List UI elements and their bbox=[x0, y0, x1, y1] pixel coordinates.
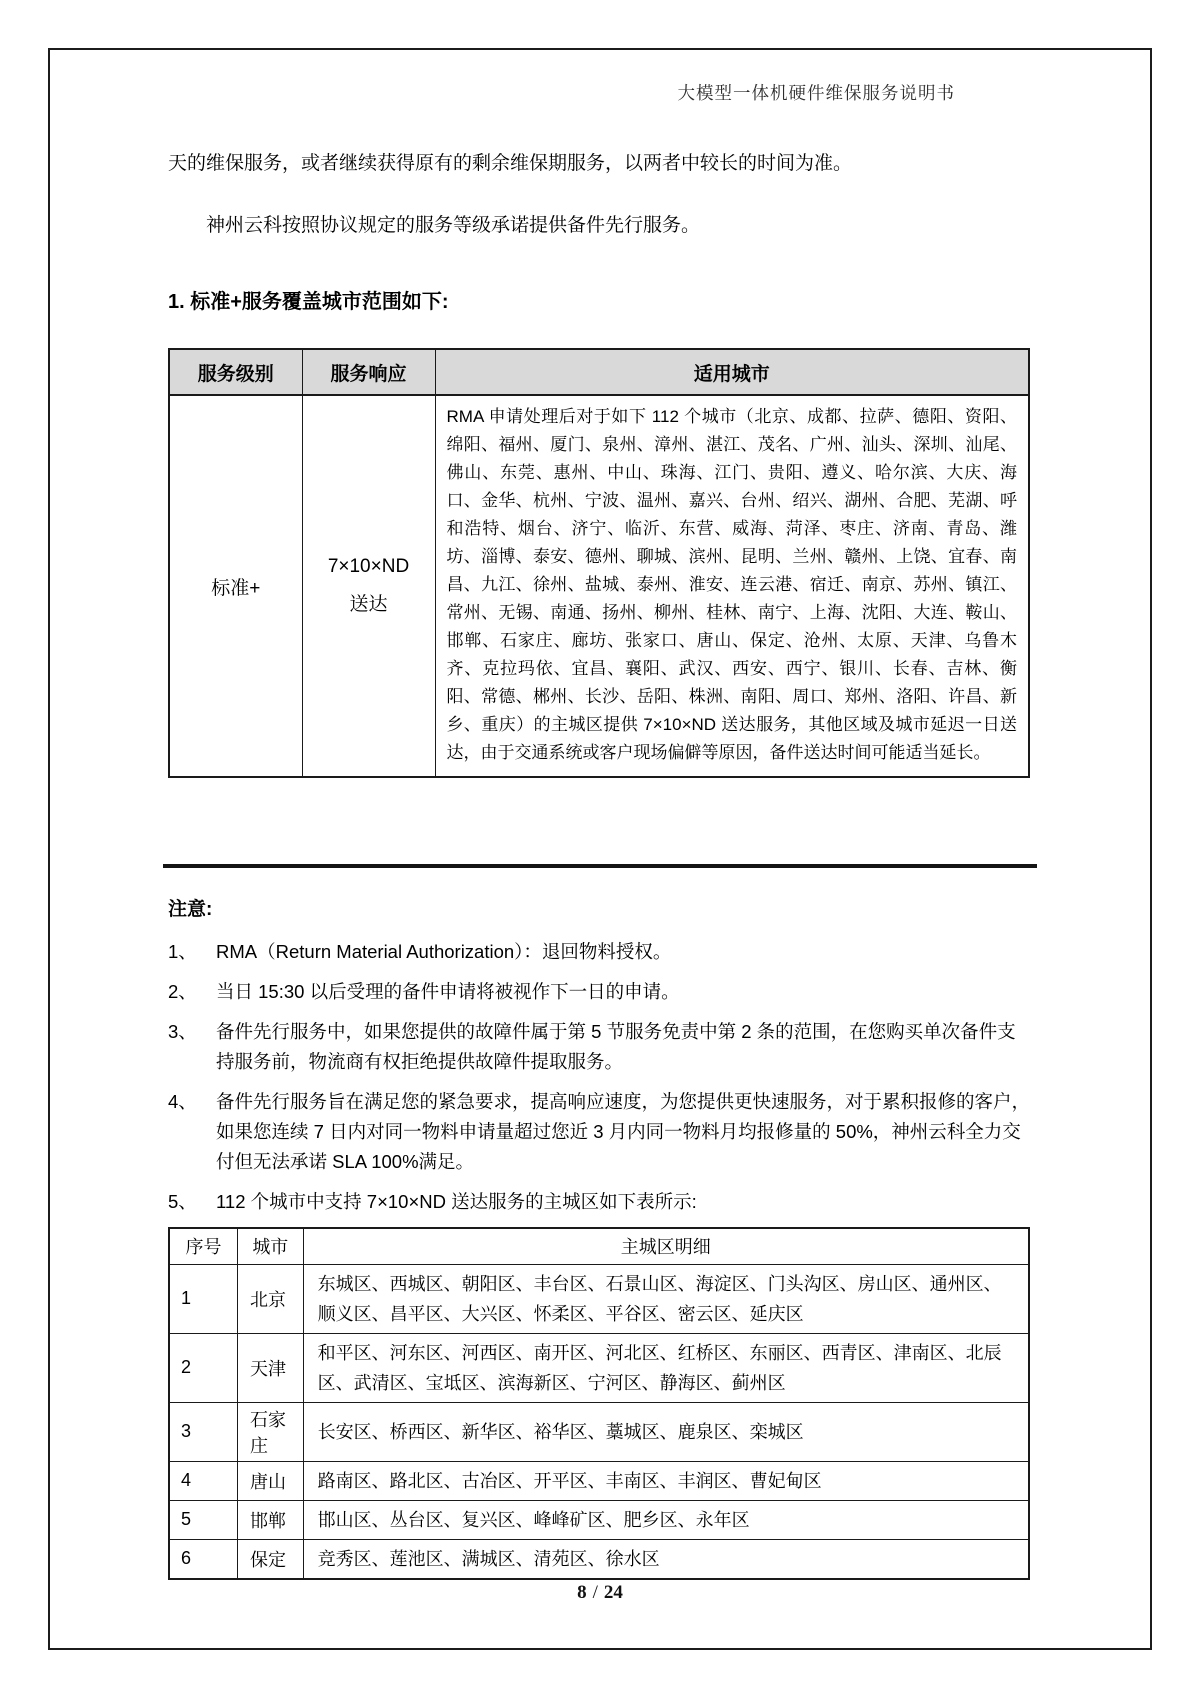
notice-label: 注意: bbox=[168, 899, 213, 920]
city-cell: 天津 bbox=[238, 1333, 304, 1402]
service-response-cell bbox=[302, 395, 435, 777]
city-cell: 邯郸 bbox=[238, 1500, 304, 1539]
district-row-tianjin bbox=[169, 1333, 1029, 1402]
note-text: RMA（Return Material Authorization）：退回物料授权。 bbox=[216, 941, 672, 962]
service-coverage-table bbox=[168, 348, 1030, 778]
total-page-count: 24 bbox=[603, 1582, 623, 1603]
city-cell: 石家庄 bbox=[238, 1402, 304, 1461]
service-level-cell: 标准+ bbox=[169, 395, 302, 777]
service-level-header: 服务级别 bbox=[169, 349, 302, 395]
city-cell: 唐山 bbox=[238, 1461, 304, 1500]
district-row-beijing bbox=[169, 1264, 1029, 1333]
section-heading: 1. 标准+服务覆盖城市范围如下: bbox=[168, 291, 449, 313]
page-border-frame bbox=[48, 48, 1152, 1650]
note-item-2 bbox=[168, 977, 1030, 1007]
district-row-shijiazhuang bbox=[169, 1402, 1029, 1461]
note-item-1 bbox=[168, 937, 1030, 967]
service-response-line1: 7×10×ND bbox=[327, 556, 410, 577]
note-number: 5、 bbox=[168, 1191, 197, 1212]
district-row-handan bbox=[169, 1500, 1029, 1539]
note-number: 1、 bbox=[168, 941, 197, 962]
service-response-header: 服务响应 bbox=[302, 349, 435, 395]
doc-header-title: 大模型一体机硬件维保服务说明书 bbox=[677, 83, 955, 103]
notes-list bbox=[168, 937, 1030, 1217]
note-text: 当日 15:30 以后受理的备件申请将被视作下一日的申请。 bbox=[216, 981, 680, 1002]
district-row-tangshan bbox=[169, 1461, 1029, 1500]
district-row-baoding bbox=[169, 1539, 1029, 1579]
districts-cell: 竞秀区、莲池区、满城区、清苑区、徐水区 bbox=[303, 1539, 1029, 1579]
row-index-cell: 4 bbox=[169, 1461, 238, 1500]
note-text: 备件先行服务旨在满足您的紧急要求，提高响应速度，为您提供更快速服务，对于累积报修的客户，如果您连续 7 日内对同一物料申请量超过您近 3 月内同一物料月均报修量的 50%，神州云科全力交付但无法承诺 SLA 100%满足。 bbox=[216, 1091, 1031, 1172]
body-paragraph-1: 天的维保服务，或者继续获得原有的剩余维保期服务，以两者中较长的时间为准。 bbox=[168, 153, 853, 174]
section-divider-rule bbox=[163, 864, 1037, 868]
page-separator: / bbox=[592, 1582, 598, 1603]
applicable-cities-cell: RMA 申请处理后对于如下 112 个城市（北京、成都、拉萨、德阳、资阳、绵阳、福州、厦门、泉州、漳州、湛江、茂名、广州、汕头、深圳、汕尾、佛山、东莞、惠州、中山、珠海、江门、贵阳、遵义、哈尔滨、大庆、海口、金华、杭州、宁波、温州、嘉兴、台州、绍兴、湖州、合肥、芜湖、呼和浩特、烟台、济宁、临沂、东营、威海、菏泽、枣庄、济南、青岛、潍坊、淄博、泰安、德州、聊城、滨州、昆明、兰州、赣州、上饶、宜春、南昌、九江、徐州、盐城、泰州、淮安、连云港、宿迁、南京、苏州、镇江、常州、无锡、南通、扬州、柳州、桂林、南宁、上海、沈阳、大连、鞍山、邯郸、石家庄、廊坊、张家口、唐山、保定、沧州、太原、天津、乌鲁木齐、克拉玛依、宜昌、襄阳、武汉、西安、西宁、银川、长春、吉林、衡阳、常德、郴州、长沙、岳阳、株洲、南阳、周口、郑州、洛阳、许昌、新乡、重庆）的主城区提供 7×10×ND 送达服务，其他区域及城市延迟一日送达，由于交通系统或客户现场偏僻等原因，备件送达时间可能适当延长。 bbox=[435, 395, 1029, 777]
city-cell: 保定 bbox=[238, 1539, 304, 1579]
districts-cell: 长安区、桥西区、新华区、裕华区、藁城区、鹿泉区、栾城区 bbox=[303, 1402, 1029, 1461]
districts-cell: 邯山区、丛台区、复兴区、峰峰矿区、肥乡区、永年区 bbox=[303, 1500, 1029, 1539]
note-text: 112 个城市中支持 7×10×ND 送达服务的主城区如下表所示: bbox=[216, 1191, 697, 1212]
service-response-line2: 送达 bbox=[349, 594, 388, 615]
district-detail-header: 主城区明细 bbox=[303, 1228, 1029, 1264]
districts-cell: 路南区、路北区、古冶区、开平区、丰南区、丰润区、曹妃甸区 bbox=[303, 1461, 1029, 1500]
body-paragraph-2: 神州云科按照协议规定的服务等级承诺提供备件先行服务。 bbox=[206, 215, 701, 236]
note-item-3 bbox=[168, 1017, 1030, 1077]
district-table-header-row bbox=[169, 1228, 1029, 1264]
page-footer bbox=[0, 1582, 1200, 1604]
row-index-cell: 3 bbox=[169, 1402, 238, 1461]
note-item-4 bbox=[168, 1087, 1030, 1177]
row-index-cell: 5 bbox=[169, 1500, 238, 1539]
district-no-header: 序号 bbox=[169, 1228, 238, 1264]
note-number: 3、 bbox=[168, 1021, 197, 1042]
row-index-cell: 1 bbox=[169, 1264, 238, 1333]
note-number: 4、 bbox=[168, 1091, 197, 1112]
city-cell: 北京 bbox=[238, 1264, 304, 1333]
note-number: 2、 bbox=[168, 981, 197, 1002]
district-table bbox=[168, 1227, 1030, 1580]
note-item-5 bbox=[168, 1187, 1030, 1217]
row-index-cell: 6 bbox=[169, 1539, 238, 1579]
note-text: 备件先行服务中，如果您提供的故障件属于第 5 节服务免责中第 2 条的范围，在您购买单次备件支持服务前，物流商有权拒绝提供故障件提取服务。 bbox=[216, 1021, 1016, 1072]
service-table-row bbox=[169, 395, 1029, 777]
districts-cell: 和平区、河东区、河西区、南开区、河北区、红桥区、东丽区、西青区、津南区、北辰区、武清区、宝坻区、滨海新区、宁河区、静海区、蓟州区 bbox=[303, 1333, 1029, 1402]
row-index-cell: 2 bbox=[169, 1333, 238, 1402]
service-table-header-row bbox=[169, 349, 1029, 395]
applicable-cities-header: 适用城市 bbox=[435, 349, 1029, 395]
current-page-number: 8 bbox=[577, 1582, 587, 1603]
district-city-header: 城市 bbox=[238, 1228, 304, 1264]
districts-cell: 东城区、西城区、朝阳区、丰台区、石景山区、海淀区、门头沟区、房山区、通州区、顺义区、昌平区、大兴区、怀柔区、平谷区、密云区、延庆区 bbox=[303, 1264, 1029, 1333]
